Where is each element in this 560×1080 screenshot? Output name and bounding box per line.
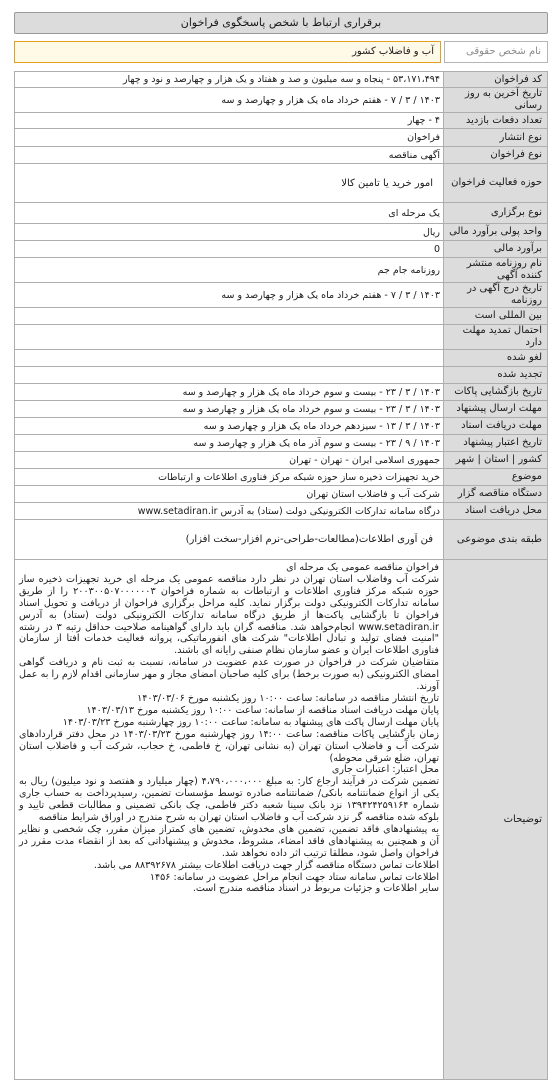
- row-currency: [15, 224, 548, 241]
- newspaper-label: نام روزنامه منتشر کننده آگهی: [444, 258, 548, 283]
- envelope-open-label: تاریخ بازگشایی پاکات: [444, 384, 548, 401]
- bid-validity-value: ۱۴۰۳ / ۹ / ۲۳ - بیست و سوم آذر ماه یک هزار و چهارصد و سه: [15, 435, 444, 452]
- code-label: کد فراخوان: [444, 72, 548, 88]
- description-label: توضیحات: [444, 560, 548, 1080]
- description-paragraph: محل اعتبار: اعتبارات جاری: [331, 764, 439, 776]
- description-paragraph: متقاضیان شرکت در فراخوان در صورت عدم عضویت در سامانه، نسبت به ثبت نام و دریافت گواهی امضای الکترونیکی (به صورت برخط) برای کلیه صاحبان امضای مجاز و مهر سازمانی اقدام لازم را به عمل آورند.: [19, 657, 439, 693]
- publish-type-label: نوع انتشار: [444, 129, 548, 147]
- organizer-value: شرکت آب و فاضلاب استان تهران: [15, 486, 444, 503]
- stages-label: نوع برگزاری: [444, 203, 548, 224]
- activity-label: حوزه فعالیت فراخوان: [444, 164, 548, 203]
- renewed-value: [15, 367, 444, 384]
- row-activity: [15, 164, 548, 203]
- estimate-label: برآورد مالی: [444, 241, 548, 258]
- organizer-label: دستگاه مناقصه گزار: [444, 486, 548, 503]
- row-location: [15, 452, 548, 469]
- call-type-label: نوع فراخوان: [444, 147, 548, 164]
- cancelled-value: [15, 350, 444, 367]
- row-category: [15, 520, 548, 560]
- row-code: [15, 72, 548, 88]
- row-envelope-open: [15, 384, 548, 401]
- extend-label: احتمال تمدید مهلت دارد: [444, 325, 548, 350]
- row-doc-deadline: [15, 418, 548, 435]
- category-label: طبقه بندی موضوعی: [444, 520, 548, 560]
- bid-validity-label: تاریخ اعتبار پیشنهاد: [444, 435, 548, 452]
- description-paragraph: سایر اطلاعات و جزئیات مربوط در اسناد مناقصه مندرج است.: [192, 883, 439, 895]
- row-description: [15, 560, 548, 1080]
- subject-value: خرید تجهیزات ذخیره ساز حوزه شبکه مرکز فناوری اطلاعات و ارتباطات: [15, 469, 444, 486]
- row-extend: [15, 325, 548, 350]
- intl-value: [15, 308, 444, 325]
- estimate-value: 0: [15, 241, 444, 258]
- row-renewed: [15, 367, 548, 384]
- description-text: [19, 562, 439, 895]
- row-newspaper-date: [15, 283, 548, 308]
- bid-deadline-value: ۱۴۰۳ / ۳ / ۲۳ - بیست و سوم خرداد ماه یک هزار و چهارصد و سه: [15, 401, 444, 418]
- row-bid-deadline: [15, 401, 548, 418]
- description-paragraph: تاریخ انتشار مناقصه در سامانه: ساعت ۱۰:۰۰ روز یکشنبه مورخ ۱۴۰۳/۰۳/۰۶: [137, 692, 439, 704]
- description-value: [15, 560, 444, 1080]
- description-paragraph: به پیشنهادهای فاقد تضمین، تضمین های مخدوش، تضمین های کمتراز میزان مقرر، چک شخصی و نظایر آن و همچنین به پیشنهادهای فاقد امضاء، مشروط، مخدوش و پیشنهاداتی که بعد از انقضاء مدت مقرر در فراخوان واصل شود، مطلقا ترتیب اثر داده نخواهد شد.: [19, 823, 439, 859]
- subject-label: موضوع: [444, 469, 548, 486]
- code-value: ۵۳،۱۷۱،۴۹۴ - پنجاه و سه میلیون و صد و هفتاد و یک هزار و چهارصد و نود و چهار: [15, 72, 444, 88]
- row-bid-validity: [15, 435, 548, 452]
- description-paragraph: زمان بازگشایی پاکات مناقصه: ساعت ۱۴:۰۰ روز چهارشنبه مورخ ۱۴۰۳/۰۳/۲۳ در محل دفتر قراردادهای شرکت آب و فاضلاب استان تهران (به نشانی تهران، خ فاطمی، خ حجاب، شرکت آب و فاضلاب استان تهران، ضلع شرقی محوطه): [19, 728, 439, 764]
- description-paragraph: تضمین شرکت در فرآیند ارجاع کار: به مبلغ ۴،۷۹۰،۰۰۰،۰۰۰ (چهار میلیارد و هفتصد و نود میلیون) ریال به یکی از انواع ضمانتنامه بانکی/ ضمانتنامه صادره توسط مؤسسات تضمین، رسیدپرداخت به حساب جاری شماره ۱۳۹۴۲۴۲۵۹۱۶۴ نزد بانک سینا شعبه دکتر فاطمی، چک بانکی تضمینی و مطالبات قطعی تایید و بلوکه شده مناقصه گر نزد شرکت آب و فاضلاب استان تهران به شرح مندرج در اوراق شرایط مناقصه: [19, 776, 439, 824]
- doc-deadline-value: ۱۴۰۳ / ۳ / ۱۳ - سیزدهم خرداد ماه یک هزار و چهارصد و سه: [15, 418, 444, 435]
- contact-responder-banner[interactable]: برقراری ارتباط با شخص پاسخگوی فراخوان: [14, 12, 548, 34]
- visits-label: تعداد دفعات بازدید: [444, 113, 548, 129]
- newspaper-value: روزنامه جام جم: [15, 258, 444, 283]
- newspaper-date-value: ۱۴۰۳ / ۳ / ۷ - هفتم خرداد ماه یک هزار و چهارصد و سه: [15, 283, 444, 308]
- doc-deadline-label: مهلت دریافت اسناد: [444, 418, 548, 435]
- envelope-open-value: ۱۴۰۳ / ۳ / ۲۳ - بیست و سوم خرداد ماه یک هزار و چهارصد و سه: [15, 384, 444, 401]
- call-details-page: [14, 12, 548, 1057]
- description-paragraph: فراخوان مناقصه عمومی یک مرحله ای: [286, 562, 439, 573]
- location-label: کشور | استان | شهر: [444, 452, 548, 469]
- row-cancelled: [15, 350, 548, 367]
- intl-label: بین المللی است: [444, 308, 548, 325]
- description-paragraph: شرکت آب وفاضلاب استان تهران در نظر دارد مناقصه عمومی یک مرحله ای خرید تجهیزات ذخیره ساز حوزه شبکه مرکز فناوری اطلاعات و ارتباطات به شماره فراخوان ۲۰۰۳۰۰۵۰۷۰۰۰۰۰۰۳ را از طریق سامانه تدارکات الکترونیکی دولت برگزار نماید. کلیه مراحل برگزاری فراخوان از دریافت و تحویل اسناد فراخوان تا بازگشایی پاکت‌ها از طریق درگاه سامانه تدارکات الکترونیکی دولت (ستاد) به آدرس www.setadiran.ir انجام‌خواهد شد. مناقصه گران باید دارای گواهینامه صلاحیت حداقل رتبه ۳ در رشته "امنیت فضای تولید و تبادل اطلاعات" شرکت های انفورماتیکی، پروانه فعالیت خدمات افتا از سازمان فناوری اطلاعات ایران و عضو سازمان نظام صنفی رایانه ای باشند.: [19, 573, 440, 657]
- description-paragraph: اطلاعات تماس دستگاه مناقصه گزار جهت دریافت اطلاعات بیشتر ۸۸۳۹۲۶۷۸ می باشد.: [93, 859, 439, 871]
- publish-type-value: فراخوان: [15, 129, 444, 147]
- row-last-update: [15, 88, 548, 113]
- row-call-type: [15, 147, 548, 164]
- row-newspaper: [15, 258, 548, 283]
- location-value: جمهوری اسلامی ایران - تهران - تهران: [15, 452, 444, 469]
- row-estimate: [15, 241, 548, 258]
- last-update-label: تاریخ آخرین به روز رسانی: [444, 88, 548, 113]
- row-intl: [15, 308, 548, 325]
- stages-value: یک مرحله ای: [15, 203, 444, 224]
- bid-deadline-label: مهلت ارسال پیشنهاد: [444, 401, 548, 418]
- visits-value: ۴ - چهار: [15, 113, 444, 129]
- legal-entity-label: نام شخص حقوقی: [444, 41, 548, 63]
- row-subject: [15, 469, 548, 486]
- call-info-table: [14, 71, 548, 1080]
- cancelled-label: لغو شده: [444, 350, 548, 367]
- row-organizer: [15, 486, 548, 503]
- legal-entity-row: [14, 41, 548, 63]
- row-publish-type: [15, 129, 548, 147]
- description-paragraph: پایان مهلت ارسال پاکت های پیشنهاد به سامانه: ساعت ۱۰:۰۰ روز چهارشنبه مورخ ۱۴۰۳/۰۳/۲۳: [62, 716, 439, 728]
- row-doc-place: [15, 503, 548, 520]
- row-visits: [15, 113, 548, 129]
- description-paragraph: اطلاعات تماس سامانه ستاد جهت انجام مراحل عضویت در سامانه: ۱۴۵۶: [149, 871, 439, 883]
- description-paragraph: پایان مهلت دریافت اسناد مناقصه از سامانه: ساعت ۱۰:۰۰ روز یکشنبه مورخ ۱۴۰۳/۰۳/۱۳: [86, 704, 439, 716]
- extend-value: [15, 325, 444, 350]
- newspaper-date-label: تاریخ درج آگهی در روزنامه: [444, 283, 548, 308]
- last-update-value: ۱۴۰۳ / ۳ / ۷ - هفتم خرداد ماه یک هزار و چهارصد و سه: [15, 88, 444, 113]
- row-stages: [15, 203, 548, 224]
- currency-value: ریال: [15, 224, 444, 241]
- activity-value: امور خرید یا تامین کالا: [15, 164, 444, 203]
- call-type-value: آگهی مناقصه: [15, 147, 444, 164]
- renewed-label: تجدید شده: [444, 367, 548, 384]
- legal-entity-value: آب و فاضلاب کشور: [14, 41, 441, 63]
- doc-place-value: درگاه سامانه تدارکات الکترونیکی دولت (ستاد) به آدرس www.setadiran.ir: [15, 503, 444, 520]
- doc-place-label: محل دریافت اسناد: [444, 503, 548, 520]
- currency-label: واحد پولی برآورد مالی: [444, 224, 548, 241]
- category-value: فن آوری اطلاعات(مطالعات-طراحی-نرم افزار-سخت افزار): [15, 520, 444, 560]
